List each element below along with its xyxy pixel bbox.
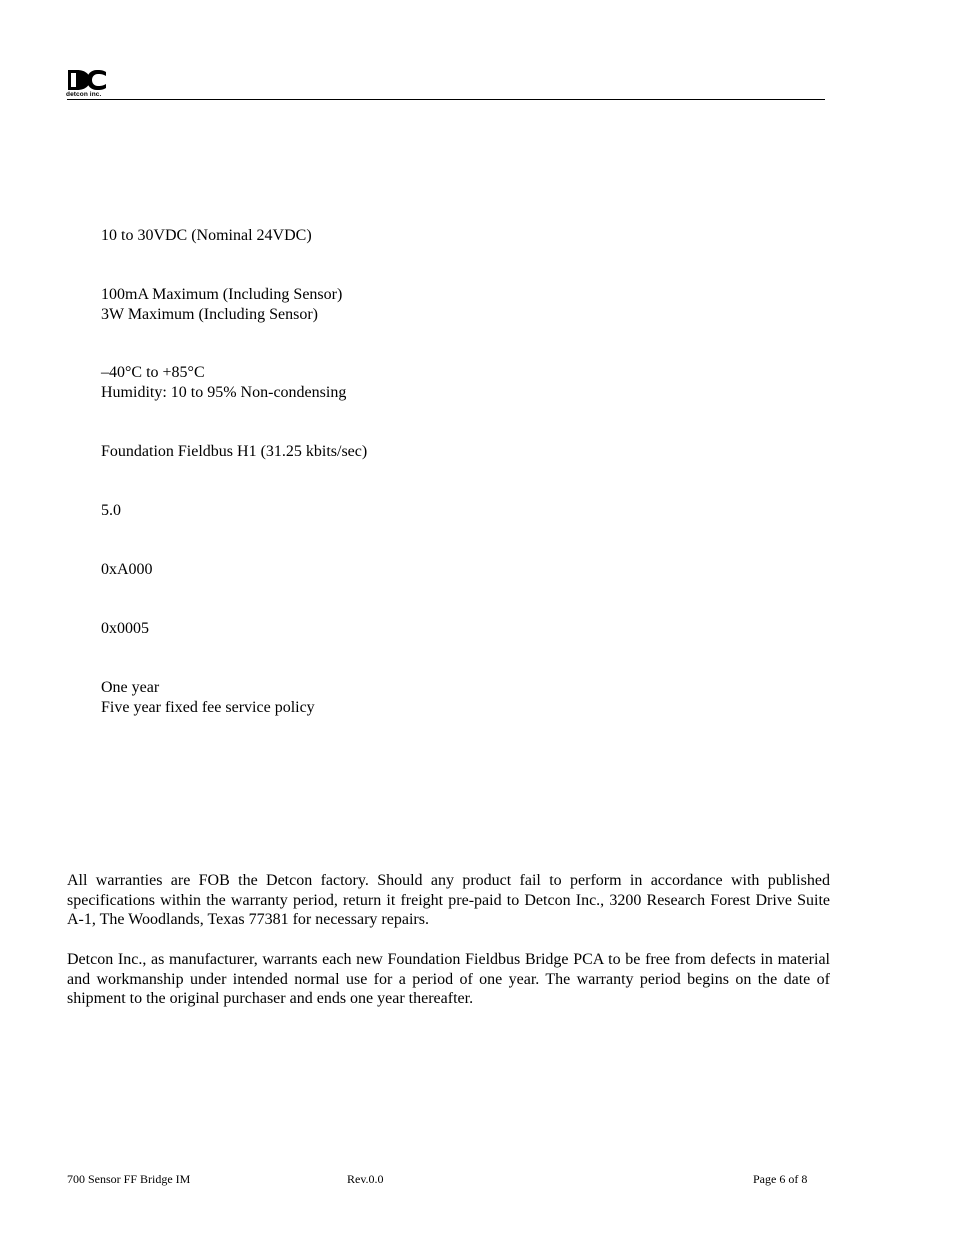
spec-line: 0x0005: [101, 620, 149, 637]
spec-line: 0xA000: [101, 561, 153, 578]
spec-line: 5.0: [101, 502, 121, 519]
warranty-paragraph-fob: All warranties are FOB the Detcon factory. Should any product fail to perform in accordance with published specifications within the warranty period, return it freight pre-paid to Detcon Inc., 3200 Research Forest Drive Suite A-1, The Woodlands, Texas 77381 for necessary repairs.: [67, 872, 830, 928]
spec-operating-environment: [101, 363, 346, 403]
spec-line: 10 to 30VDC (Nominal 24VDC): [101, 227, 312, 244]
spec-line: –40°C to +85°C: [101, 364, 205, 381]
logo-caption: detcon inc.: [66, 91, 102, 98]
spec-line: Foundation Fieldbus H1 (31.25 kbits/sec): [101, 443, 368, 460]
spec-supply-voltage: [101, 226, 312, 246]
warranty-paragraph-terms: Detcon Inc., as manufacturer, warrants each new Foundation Fieldbus Bridge PCA to be free from defects in material and workmanship under intended normal use for a period of one year. The warranty period begins on the date of shipment to the original purchaser and ends one year thereafter.: [67, 951, 830, 1007]
spec-line: 100mA Maximum (Including Sensor): [101, 286, 343, 303]
spec-warranty: [101, 678, 315, 718]
footer-page-number: Page 6 of 8: [753, 1172, 808, 1186]
spec-itk-version: [101, 501, 121, 521]
header-rule: [67, 99, 825, 100]
spec-line: One year: [101, 679, 160, 696]
spec-manufacturer-id: [101, 560, 153, 580]
spec-power-consumption: [101, 285, 342, 325]
spec-line: Five year fixed fee service policy: [101, 699, 315, 716]
spec-device-type: [101, 619, 149, 639]
spec-line: 3W Maximum (Including Sensor): [101, 306, 319, 323]
spec-line: Humidity: 10 to 95% Non-condensing: [101, 384, 347, 401]
footer-revision: Rev.0.0: [347, 1172, 384, 1186]
footer-doc-name: 700 Sensor FF Bridge IM: [67, 1172, 191, 1186]
spec-communication: [101, 442, 367, 462]
